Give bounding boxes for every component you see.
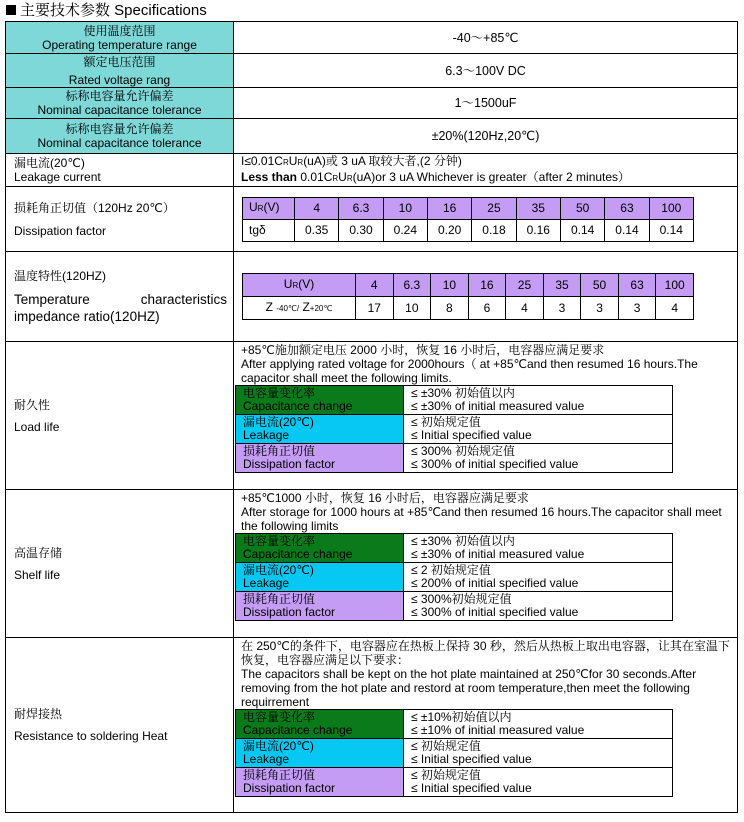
voltage-cell: 25 <box>472 197 516 219</box>
row-load-life <box>6 342 738 490</box>
section-title: 主要技术参数 Specifications <box>20 2 207 19</box>
label-en-word: Temperature <box>14 291 90 307</box>
value: -40～+85℃ <box>234 22 738 54</box>
tg-delta-label: tgδ <box>243 219 295 241</box>
load-life-limits-table <box>235 385 673 473</box>
limit-row-dissipation: 损耗角正切值 Dissipation factor ≤ 300%初始规定值 ≤ 300% of initial specified value <box>236 592 673 621</box>
voltage-cell: 100 <box>649 197 693 219</box>
row-leakage-current <box>6 154 738 187</box>
label-en: Dissipation factor <box>14 223 107 238</box>
voltage-cell: 50 <box>560 197 604 219</box>
row-capacitance-tolerance <box>6 119 738 154</box>
voltage-header-row <box>243 197 694 219</box>
section-header <box>6 2 207 20</box>
label-en-line: impedance ratio(120HZ) <box>14 308 160 324</box>
label-cn: 耐焊接热 <box>14 707 63 721</box>
shelf-life-limits-table <box>235 533 673 621</box>
leakage-formula-en: Less than 0.01CRUR(uA)or 3 uA Whichever is greater（after 2 minutes） <box>241 170 631 184</box>
dissipation-factor-table <box>242 197 694 242</box>
label-cn: 漏电流(20℃) <box>14 156 85 170</box>
specifications-table <box>5 21 738 813</box>
impedance-ratio-row <box>243 297 694 320</box>
limit-row-leakage: 漏电流(20℃) Leakage ≤ 初始规定值 ≤ Initial specified value <box>236 739 673 768</box>
voltage-cell: 16 <box>468 274 506 297</box>
tg-delta-row <box>243 219 694 241</box>
voltage-cell: 4 <box>356 274 394 297</box>
load-life-text-en: After applying rated voltage for 2000hours（ at +85℃and then resumed 16 hours.The capacitor shall meet the following limits. <box>241 357 698 385</box>
label-cn: 使用温度范围 <box>83 23 156 38</box>
soldering-limits-table <box>235 709 673 797</box>
ratio-value: 8 <box>431 297 469 320</box>
df-value: 0.14 <box>560 219 604 241</box>
limit-row-capacitance: 电容量变化率 Capacitance change ≤ ±30% 初始值以内 ≤ ±30% of initial measured value <box>236 386 673 415</box>
voltage-cell: 25 <box>506 274 544 297</box>
soldering-text-cn: 在 250℃的条件下，电容器应在热板上保持 30 秒，然后从热板上取出电容器，让其在室温下恢复，电容器应满足以下要求： <box>241 639 730 667</box>
ratio-value: 3 <box>543 297 581 320</box>
df-value: 0.14 <box>649 219 693 241</box>
label-en-word: characteristics <box>140 291 227 307</box>
row-shelf-life <box>6 490 738 638</box>
black-square-icon <box>6 5 16 15</box>
label-en: Rated voltage rang <box>68 72 171 87</box>
ratio-value: 6 <box>468 297 506 320</box>
ratio-value: 17 <box>356 297 394 320</box>
label-en: Shelf life <box>14 567 61 582</box>
z-ratio-label: Z -40℃/ Z+20℃ <box>243 297 356 320</box>
row-dissipation-factor <box>6 187 738 252</box>
label-cn: 耐久性 <box>14 397 51 412</box>
df-value: 0.35 <box>295 219 339 241</box>
df-value: 0.18 <box>472 219 516 241</box>
voltage-cell: 10 <box>383 197 427 219</box>
voltage-header-row <box>243 274 694 297</box>
row-temperature-characteristics <box>6 252 738 342</box>
ur-header: UR(V) <box>243 274 356 297</box>
df-value: 0.30 <box>339 219 383 241</box>
voltage-cell: 63 <box>618 274 656 297</box>
voltage-cell: 6.3 <box>339 197 383 219</box>
ratio-value: 3 <box>581 297 619 320</box>
shelf-life-text-en: After storage for 1000 hours at +85℃and then resumed 16 hours.The capacitor shall meet the following limits <box>241 505 722 533</box>
voltage-cell: 10 <box>431 274 469 297</box>
row-rated-voltage <box>6 54 738 88</box>
label-en: Leakage current <box>14 170 101 184</box>
limit-row-leakage: 漏电流(20℃) Leakage ≤ 2 初始规定值 ≤ 200% of initial specified value <box>236 563 673 592</box>
ratio-value: 3 <box>618 297 656 320</box>
value: ±20%(120Hz,20℃) <box>234 119 738 154</box>
limit-row-capacitance: 电容量变化率 Capacitance change ≤ ±10%初始值以内 ≤ ±10% of initial measured value <box>236 710 673 739</box>
df-value: 0.16 <box>516 219 560 241</box>
row-soldering-heat <box>6 638 738 813</box>
label-en: Nominal capacitance tolerance <box>37 103 202 117</box>
load-life-text-cn: +85℃施加额定电压 2000 小时，恢复 16 小时后，电容器应满足要求 <box>241 343 605 357</box>
limit-row-leakage: 漏电流(20℃) Leakage ≤ 初始规定值 ≤ Initial specified value <box>236 415 673 444</box>
limit-row-dissipation: 损耗角正切值 Dissipation factor ≤ 300% 初始规定值 ≤ 300% of initial specified value <box>236 444 673 473</box>
temperature-ratio-table <box>242 273 694 320</box>
label-en: Nominal capacitance tolerance <box>37 136 202 150</box>
label-cn: 标称电容量允许偏差 <box>65 89 174 103</box>
label-en: Load life <box>14 419 60 434</box>
label-cn: 损耗角正切值（120Hz 20℃） <box>14 200 175 215</box>
shelf-life-text-cn: +85℃1000 小时，恢复 16 小时后，电容器应满足要求 <box>241 491 529 505</box>
ratio-value: 4 <box>506 297 544 320</box>
ratio-value: 4 <box>656 297 694 320</box>
df-value: 0.20 <box>427 219 471 241</box>
ur-header: UR(V) <box>243 197 295 219</box>
row-capacitance-range <box>6 88 738 119</box>
label-cn: 标称电容量允许偏差 <box>65 122 174 136</box>
limit-row-dissipation: 损耗角正切值 Dissipation factor ≤ 初始规定值 ≤ Initial specified value <box>236 768 673 797</box>
label-en: Operating temperature range <box>42 37 197 52</box>
voltage-cell: 63 <box>605 197 649 219</box>
voltage-cell: 4 <box>295 197 339 219</box>
voltage-cell: 35 <box>516 197 560 219</box>
voltage-cell: 50 <box>581 274 619 297</box>
voltage-cell: 100 <box>656 274 694 297</box>
row-operating-temperature <box>6 22 738 54</box>
ratio-value: 10 <box>393 297 431 320</box>
value: 6.3～100V DC <box>234 54 738 88</box>
label-cn: 高温存储 <box>14 545 63 560</box>
voltage-cell: 16 <box>427 197 471 219</box>
voltage-cell: 6.3 <box>393 274 431 297</box>
leakage-formula-cn: I≤0.01CRUR(uA)或 3 uA 取较大者,(2 分钟) <box>241 154 462 168</box>
df-value: 0.24 <box>383 219 427 241</box>
voltage-cell: 35 <box>543 274 581 297</box>
limit-row-capacitance: 电容量变化率 Capacitance change ≤ ±30% 初始值以内 ≤ ±30% of initial measured value <box>236 534 673 563</box>
df-value: 0.14 <box>605 219 649 241</box>
label-cn: 额定电压范围 <box>83 54 156 69</box>
soldering-text-en: The capacitors shall be kept on the hot plate maintained at 250℃for 30 seconds.After removing from the hot plate and restord at room temperature,then meet the following requirrement <box>241 667 697 709</box>
label-en: Resistance to soldering Heat <box>14 729 168 743</box>
label-cn: 温度特性(120HZ) <box>14 268 107 283</box>
value: 1～1500uF <box>234 88 738 119</box>
